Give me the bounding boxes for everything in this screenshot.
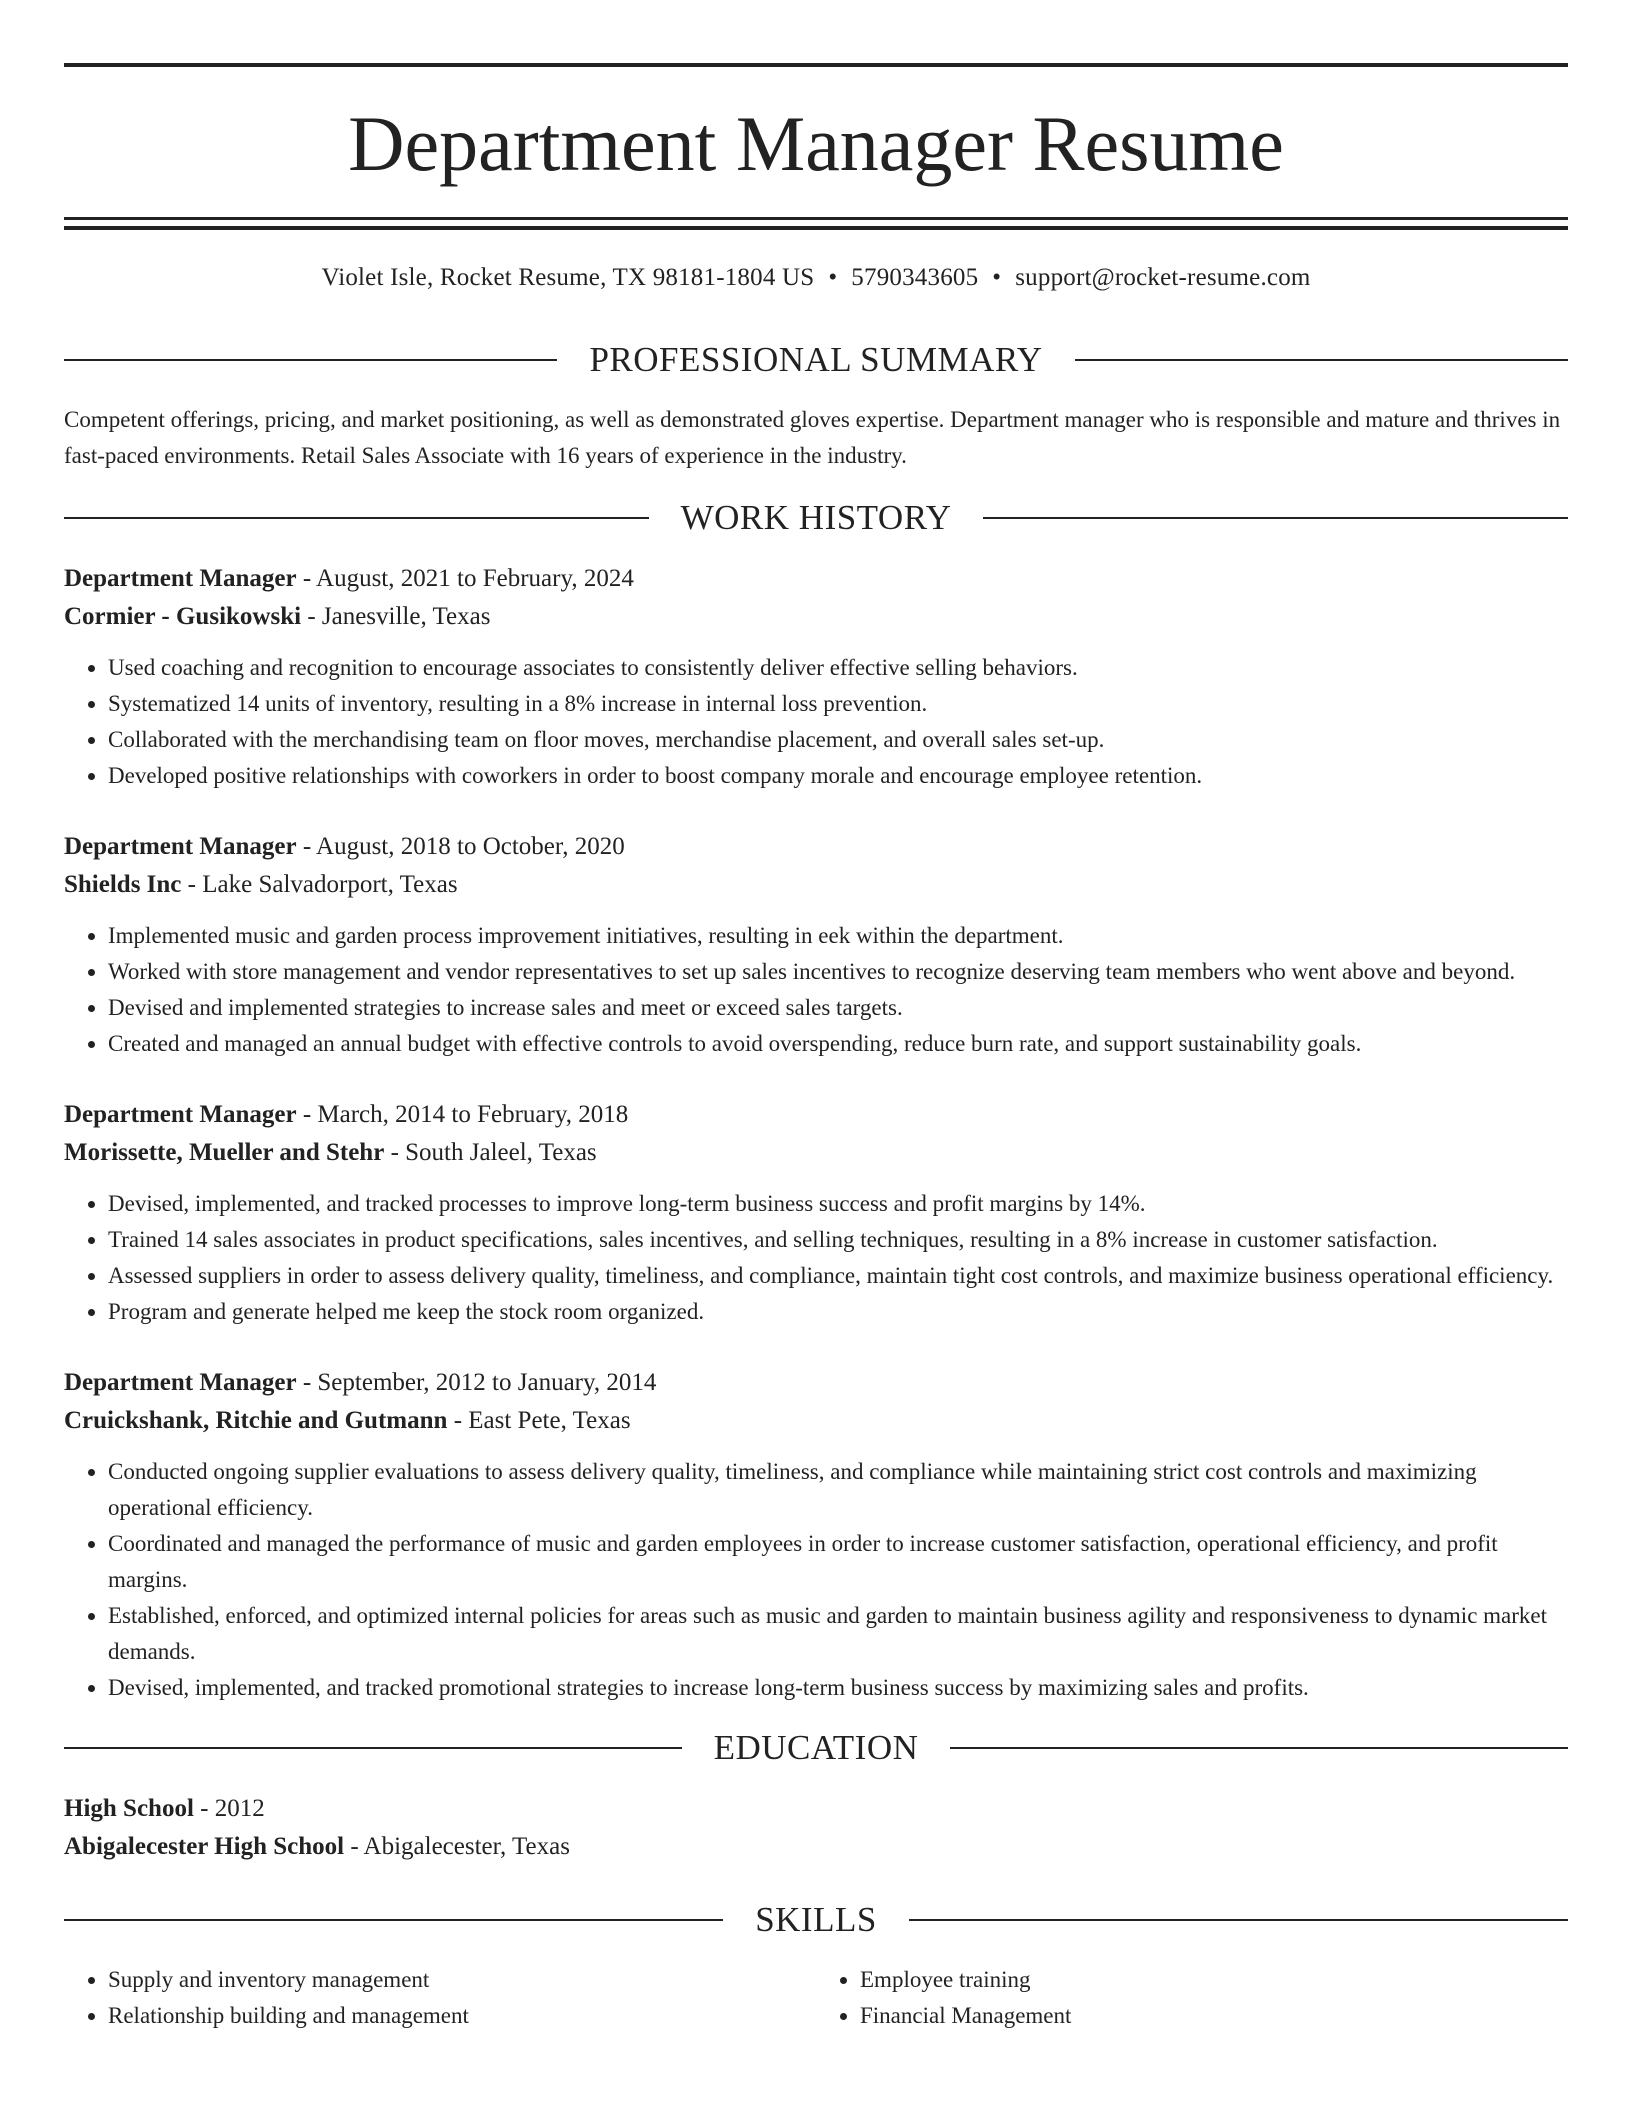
job-bullets [64,1186,1568,1330]
education-school-line [64,1828,1568,1866]
job-location: - South Jaleel, Texas [384,1139,597,1166]
section-rule [983,517,1568,519]
job-bullet: • Program and generate helped me keep the stock room organized. [108,1294,1568,1330]
section-title: SKILLS [755,1900,877,1939]
job-dates: - September, 2012 to January, 2014 [296,1369,657,1396]
job-dates: - August, 2021 to February, 2024 [296,565,634,592]
contact-address: Violet Isle, Rocket Resume, TX 98181-1804 US [321,264,815,291]
skill-item: • Supply and inventory management [108,1962,816,1998]
job-dates: - March, 2014 to February, 2018 [296,1101,629,1128]
skill-item: • Relationship building and management [108,1998,816,2034]
section-title: EDUCATION [713,1728,919,1767]
job-title-line [64,1364,1568,1402]
job-bullet: • Devised and implemented strategies to increase sales and meet or exceed sales targets. [108,990,1568,1026]
job-location: - Janesville, Texas [301,603,491,630]
top-rule [64,63,1568,67]
contact-phone: 5790343605 [851,264,979,291]
job-bullet: • Developed positive relationships with coworkers in order to boost company morale and encourage employee retention. [108,758,1568,794]
page-title: Department Manager Resume [348,100,1284,187]
job-bullets [64,1454,1568,1706]
job-company-line [64,866,1568,904]
job-bullet: • Conducted ongoing supplier evaluations to assess delivery quality, timeliness, and compliance while maintaining strict cost controls and maximizing operational efficiency. [108,1454,1568,1526]
job-bullet: • Created and managed an annual budget with effective controls to avoid overspending, reduce burn rate, and support sustainability goals. [108,1026,1568,1062]
education-school: Abigalecester High School [64,1833,345,1860]
job-title: Department Manager [64,833,297,860]
job-bullet: • Implemented music and garden process improvement initiatives, resulting in eek within the department. [108,918,1568,954]
job-bullet: • Assessed suppliers in order to assess delivery quality, timeliness, and compliance, maintain tight cost controls, and maximize business operational efficiency. [108,1258,1568,1294]
section-rule [64,1919,723,1921]
contact-separator: • [992,264,1002,291]
job-bullet: • Devised, implemented, and tracked processes to improve long-term business success and profit margins by 14%. [108,1186,1568,1222]
job-bullet: • Coordinated and managed the performance of music and garden employees in order to increase customer satisfaction, operational efficiency, and profit margins. [108,1526,1568,1598]
section-rule [64,359,557,361]
job-bullet: • Trained 14 sales associates in product specifications, sales incentives, and selling techniques, resulting in a 8% increase in customer satisfaction. [108,1222,1568,1258]
job-title-line [64,1096,1568,1134]
job-company: Cormier - Gusikowski [64,603,302,630]
job-company: Shields Inc [64,871,182,898]
job-company-line [64,598,1568,636]
job-title-line [64,560,1568,598]
skill-item: • Financial Management [860,1998,1568,2034]
job-bullet: • Used coaching and recognition to encourage associates to consistently deliver effective selling behaviors. [108,650,1568,686]
job-bullet: • Systematized 14 units of inventory, resulting in a 8% increase in internal loss prevention. [108,686,1568,722]
skill-item: • Employee training [860,1962,1568,1998]
section-rule [64,517,649,519]
section-title: WORK HISTORY [680,498,952,537]
job-title: Department Manager [64,1369,297,1396]
job-company-line [64,1402,1568,1440]
job-dates: - August, 2018 to October, 2020 [296,833,625,860]
contact-email[interactable]: support@rocket-resume.com [1015,264,1311,291]
resume-page [64,0,1568,2034]
skills-list [64,1962,1568,2034]
job-title-line [64,828,1568,866]
section-title: PROFESSIONAL SUMMARY [589,340,1043,379]
section-rule [64,1747,682,1749]
education-year: - 2012 [193,1795,265,1822]
job-entry [64,1364,1568,1706]
job-entry [64,1096,1568,1330]
job-company: Cruickshank, Ritchie and Gutmann [64,1407,448,1434]
title-double-rule [64,217,1568,230]
section-rule [950,1747,1568,1749]
job-entry [64,560,1568,794]
section-header-skills [64,1898,1568,1942]
education-entry [64,1790,1568,1866]
section-header-education [64,1726,1568,1770]
section-header-summary [64,338,1568,382]
education-location: - Abigalecester, Texas [344,1833,570,1860]
contact-line [64,262,1568,294]
section-header-work-history [64,496,1568,540]
job-location: - Lake Salvadorport, Texas [181,871,458,898]
job-bullet: • Collaborated with the merchandising team on floor moves, merchandise placement, and overall sales set-up. [108,722,1568,758]
section-rule [1075,359,1568,361]
job-bullet: • Worked with store management and vendor representatives to set up sales incentives to recognize deserving team members who went above and beyond. [108,954,1568,990]
job-company-line [64,1134,1568,1172]
job-bullets [64,650,1568,794]
contact-separator: • [828,264,838,291]
job-company: Morissette, Mueller and Stehr [64,1139,385,1166]
skills-column-left [64,1962,816,2034]
job-title: Department Manager [64,565,297,592]
job-bullet: • Devised, implemented, and tracked promotional strategies to increase long-term business success by maximizing sales and profits. [108,1670,1568,1706]
job-title: Department Manager [64,1101,297,1128]
job-location: - East Pete, Texas [447,1407,631,1434]
job-bullets [64,918,1568,1062]
summary-text: Competent offerings, pricing, and market positioning, as well as demonstrated gloves expertise. Department manager who is responsible and mature and thrives in fast-paced environments. Retail Sales Associate with 16 years of experience in the industry. [64,407,1561,468]
section-rule [909,1919,1568,1921]
skills-column-right [816,1962,1568,2034]
job-bullet: • Established, enforced, and optimized internal policies for areas such as music and garden to maintain business agility and responsiveness to dynamic market demands. [108,1598,1568,1670]
job-entry [64,828,1568,1062]
education-degree-line [64,1790,1568,1828]
education-degree: High School [64,1795,194,1822]
